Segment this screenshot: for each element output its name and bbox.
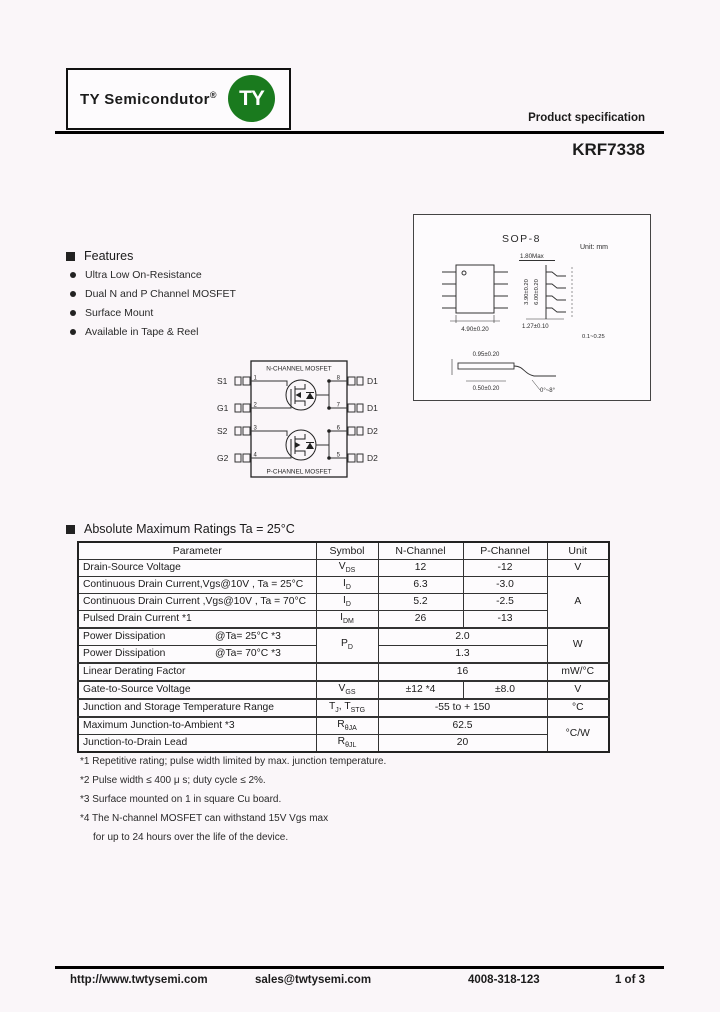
pin-name: D2 [367, 426, 378, 436]
package-lead-detail [452, 359, 556, 390]
square-bullet-icon [66, 525, 75, 534]
right-pins [348, 377, 363, 462]
table-row: Drain-Source Voltage $V_{DS}$ 12 -12 V [78, 560, 609, 577]
ratings-title-text: Absolute Maximum Ratings Ta = 25°C [84, 522, 295, 536]
pin-number: 1 [253, 375, 257, 382]
ratings-title [66, 522, 295, 536]
table-row: Continuous Drain Current,Vgs@10V , Ta = 25°C $I_D$ 6.3 -3.0 A [78, 577, 609, 594]
feature-item: Dual N and P Channel MOSFET [70, 288, 236, 300]
junction-dot [327, 406, 331, 410]
package-outline-box [413, 214, 651, 401]
pin-number: 7 [336, 402, 340, 409]
pin-name: G1 [217, 403, 229, 413]
registered-mark: ® [209, 90, 217, 100]
pinout-diagram [215, 353, 385, 490]
bullet-icon [70, 329, 76, 335]
dim-foot: 0.50±0.20 [472, 386, 500, 392]
footnote-continuation: for up to 24 hours over the life of the device. [93, 832, 289, 843]
col-parameter: Parameter [78, 542, 316, 560]
table-row: Maximum Junction-to-Ambient *3 $R_{\theta JA}$ 62.5 °C/W [78, 717, 609, 735]
abs-max-ratings-table [77, 541, 610, 753]
bullet-icon [70, 291, 76, 297]
table-row: Gate-to-Source Voltage $V_{GS}$ ±12 *4 ±8.0 V [78, 681, 609, 699]
footer-url: http://www.twtysemi.com [70, 974, 208, 986]
pin-number: 2 [253, 402, 257, 409]
pin-number: 3 [253, 425, 257, 432]
package-outline-drawing [414, 215, 650, 400]
table-row: Power Dissipation @Ta= 70°C *3 1.3 [78, 646, 609, 664]
pin-number: 4 [253, 452, 257, 459]
package-unit-label: Unit: mm [580, 244, 608, 251]
footnote: *2 Pulse width ≤ 400 μ s; duty cycle ≤ 2%. [80, 775, 266, 786]
dim-body-length: 4.90±0.20 [461, 326, 489, 333]
col-nchannel: N-Channel [378, 542, 463, 560]
feature-item: Available in Tape & Reel [70, 326, 198, 338]
footer-email: sales@twtysemi.com [255, 974, 372, 986]
footer-phone: 4008-318-123 [468, 974, 540, 986]
footnote: *3 Surface mounted on 1 in square Cu board. [80, 794, 282, 805]
pin-name: G2 [217, 453, 229, 463]
pin-name: D1 [367, 403, 378, 413]
junction-dot [327, 456, 331, 460]
table-row: Pulsed Drain Current *1 $I_{DM}$ 26 -13 [78, 611, 609, 629]
dim-standoff: 0.1~0.25 [582, 334, 605, 340]
footnote: *4 The N-channel MOSFET can withstand 15V Vgs max [80, 813, 329, 824]
logo-box [66, 68, 291, 130]
package-name: SOP-8 [502, 233, 542, 245]
col-unit: Unit [547, 542, 609, 560]
junction-dot [327, 429, 331, 433]
pin-number: 5 [336, 452, 340, 459]
footnote: *1 Repetitive rating; pulse width limited by max. junction temperature. [80, 756, 387, 767]
col-pchannel: P-Channel [463, 542, 547, 560]
brand-name: TY Semicondutor® [80, 90, 217, 108]
dim-pitch: 1.27±0.10 [522, 324, 549, 330]
square-bullet-icon [66, 252, 75, 261]
footer-page-number: 1 of 3 [614, 974, 645, 986]
table-header-row [78, 542, 609, 560]
dim-body-width: 3.90±0.20 [524, 279, 530, 305]
table-row: Power Dissipation @Ta= 25°C *3 $P_D$ 2.0 W [78, 628, 609, 646]
dim-height: 1.80Max [520, 253, 544, 260]
table-row: Continuous Drain Current ,Vgs@10V , Ta = 70°C $I_D$ 5.2 -2.5 [78, 594, 609, 611]
ty-logo-icon: TY [228, 75, 275, 122]
features-title [66, 249, 133, 263]
product-specification-label: Product specification [528, 112, 645, 124]
features-title-text: Features [84, 249, 134, 263]
feature-item: Surface Mount [70, 307, 153, 319]
pin-number: 6 [336, 425, 340, 432]
table-row: Junction and Storage Temperature Range $T_J$, $T_{STG}$ -55 to + 150 °C [78, 699, 609, 717]
col-symbol: Symbol [316, 542, 378, 560]
left-pins [235, 377, 250, 462]
p-channel-label: P-CHANNEL MOSFET [266, 468, 332, 476]
junction-dot [327, 379, 331, 383]
pin-number: 8 [336, 375, 340, 382]
pin-name: D2 [367, 453, 378, 463]
package-top-view [442, 265, 508, 323]
bullet-icon [70, 272, 76, 278]
table-row: Junction-to-Drain Lead $R_{\theta JL}$ 20 [78, 735, 609, 753]
footer-rule [55, 966, 664, 969]
dim-angle: 0°~8° [540, 388, 555, 394]
table-row: Linear Derating Factor 16 mW/°C [78, 663, 609, 681]
feature-item: Ultra Low On-Resistance [70, 269, 202, 281]
bullet-icon [70, 310, 76, 316]
dim-span: 6.00±0.20 [534, 279, 540, 305]
n-channel-label: N-CHANNEL MOSFET [266, 365, 332, 373]
pin-name: S2 [217, 426, 228, 436]
pin-name: S1 [217, 376, 228, 386]
part-number: KRF7338 [572, 140, 645, 159]
pin-name: D1 [367, 376, 378, 386]
dim-lead: 0.95±0.20 [472, 352, 500, 358]
header-rule [55, 131, 664, 134]
